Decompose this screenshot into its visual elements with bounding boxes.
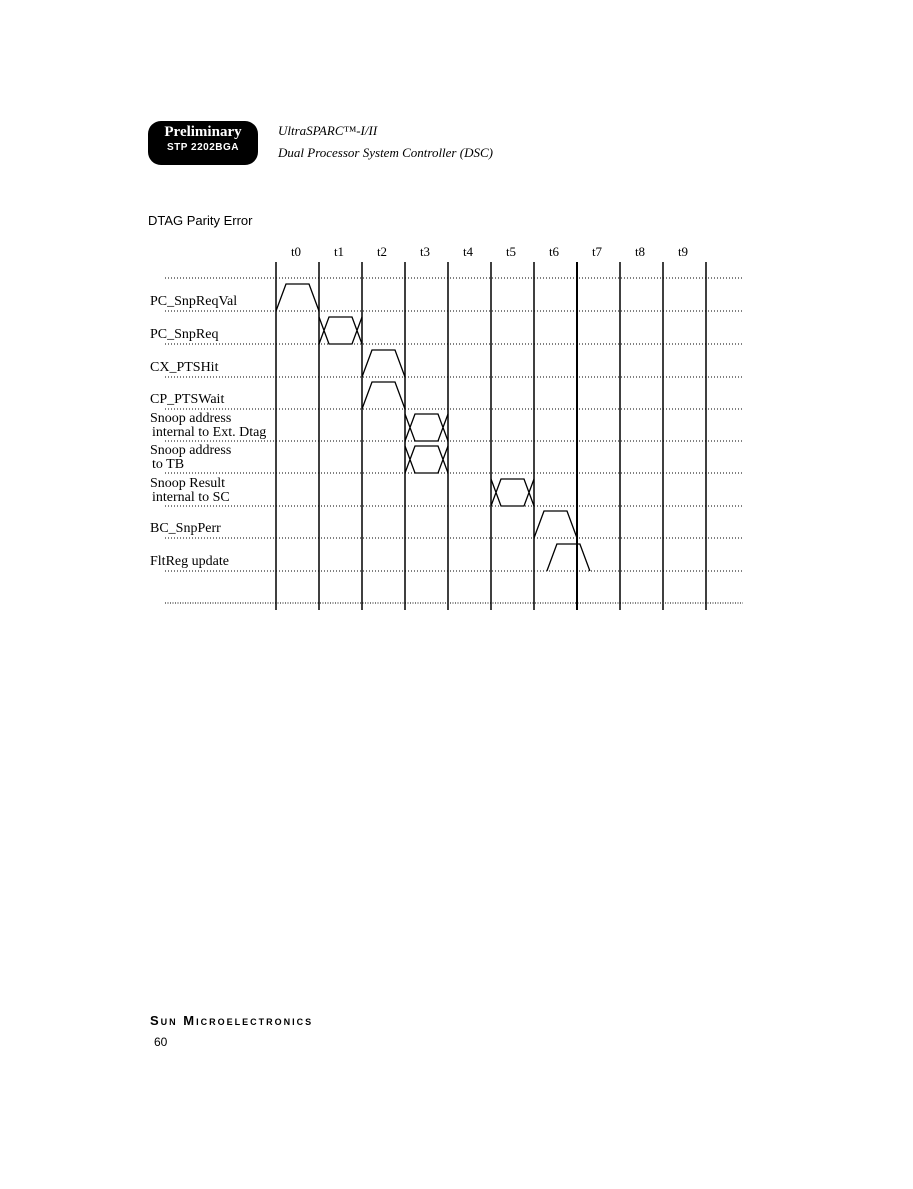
clock-label-t4: t4 bbox=[462, 244, 474, 259]
clock-label-t0: t0 bbox=[290, 244, 302, 259]
pulse-waveform bbox=[276, 284, 319, 311]
clock-label-t7: t7 bbox=[591, 244, 603, 259]
page-number: 60 bbox=[154, 1035, 168, 1049]
signal-label: Snoop address bbox=[150, 443, 232, 458]
document-title: UltraSPARC™-I/II bbox=[278, 123, 378, 138]
badge-status: Preliminary bbox=[164, 124, 242, 140]
pulse-waveform bbox=[362, 382, 405, 409]
clock-label-t3: t3 bbox=[419, 244, 431, 259]
signal-label: BC_SnpPerr bbox=[150, 521, 221, 536]
bus-waveform bbox=[405, 414, 448, 441]
signal-label: Snoop address bbox=[150, 411, 232, 426]
signal-label-line2: internal to Ext. Dtag bbox=[152, 425, 267, 440]
clock-label-t1: t1 bbox=[333, 244, 345, 259]
signal-label: PC_SnpReqVal bbox=[150, 294, 238, 309]
signal-label: CP_PTSWait bbox=[150, 392, 225, 407]
clock-label-t9: t9 bbox=[677, 244, 689, 259]
clock-label-t5: t5 bbox=[505, 244, 517, 259]
bus-waveform bbox=[405, 446, 448, 473]
bus-waveform bbox=[491, 479, 534, 506]
badge-part-number: STP 2202BGA bbox=[166, 142, 239, 153]
bus-waveform bbox=[319, 317, 362, 344]
signal-label: FltReg update bbox=[150, 554, 229, 569]
section-title: DTAG Parity Error bbox=[148, 213, 253, 228]
clock-label-t6: t6 bbox=[548, 244, 560, 259]
clock-label-t8: t8 bbox=[634, 244, 646, 259]
clock-label-t2: t2 bbox=[376, 244, 388, 259]
footer-brand: Sun Microelectronics bbox=[150, 1013, 314, 1028]
pulse-waveform bbox=[534, 511, 577, 538]
signal-label: CX_PTSHit bbox=[150, 360, 219, 375]
signal-label-line2: to TB bbox=[152, 457, 185, 472]
document-subtitle: Dual Processor System Controller (DSC) bbox=[278, 145, 493, 160]
pulse-waveform bbox=[547, 544, 590, 571]
pulse-waveform bbox=[362, 350, 405, 377]
signal-label: PC_SnpReq bbox=[150, 327, 219, 342]
signal-label-line2: internal to SC bbox=[152, 490, 230, 505]
signal-label: Snoop Result bbox=[150, 476, 226, 491]
